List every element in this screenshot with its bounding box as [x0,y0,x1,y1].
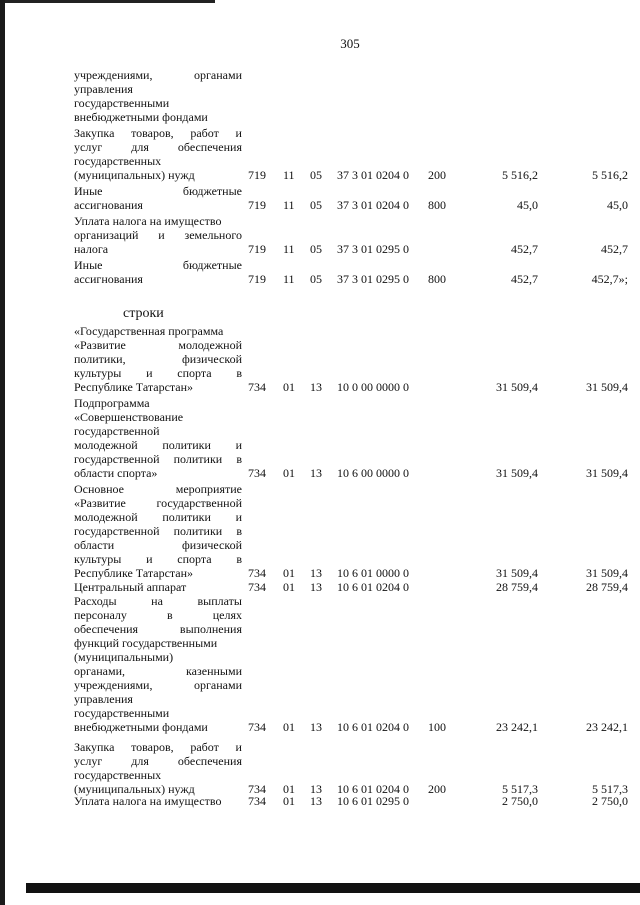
ministry-code: 719 [248,272,266,286]
table-row [0,380,640,394]
row-description [74,594,242,734]
amount-2018: 452,7 [601,242,628,256]
description-line: государственной политики в [74,452,242,466]
description-line: внебюджетными фондами [74,720,208,734]
description-line: ассигнования [74,198,143,212]
description-line: управления [74,82,133,96]
target-article-code: 37 3 01 0204 0 [337,168,409,182]
ministry-code: 719 [248,198,266,212]
scan-left-edge [0,0,5,905]
section-code: 01 [283,720,295,734]
description-line: Центральный аппарат [74,580,187,594]
amount-2017: 452,7 [511,242,538,256]
description-line: Иные бюджетные [74,184,242,198]
amount-2018: 31 509,4 [586,466,628,480]
description-line: государственных [74,154,162,168]
section-code: 01 [283,466,295,480]
description-line: молодежной политики и [74,510,242,524]
description-line: учреждениями, органами [74,68,242,82]
target-article-code: 10 6 00 0000 0 [337,466,409,480]
description-line: Республике Татарстан» [74,380,194,394]
scan-top-line [5,0,215,3]
description-line: области спорта» [74,466,158,480]
description-line: культуры и спорта в [74,552,242,566]
description-line: обеспечения выполнения [74,622,242,636]
description-line: «Совершенствование [74,410,184,424]
description-line: услуг для обеспечения [74,140,242,154]
description-line: Уплата налога на имущество [74,794,222,808]
description-line: государственных [74,768,162,782]
amount-2018: 45,0 [607,198,628,212]
section-code: 01 [283,794,295,808]
table-row [0,198,640,212]
target-article-code: 10 6 01 0204 0 [337,782,409,796]
amount-2017: 31 509,4 [496,466,538,480]
expense-type-code: 800 [428,272,446,286]
target-article-code: 10 6 01 0000 0 [337,566,409,580]
section-code: 11 [283,168,295,182]
description-line: Основное мероприятие [74,482,242,496]
description-line: налога [74,242,109,256]
subsection-code: 13 [310,466,322,480]
section-heading: строки [123,306,164,321]
description-line: (муниципальных) нужд [74,782,195,796]
description-line: молодежной политики и [74,438,242,452]
description-line: функций государственными [74,636,218,650]
amount-2017: 23 242,1 [496,720,538,734]
description-line: «Государственная программа [74,324,224,338]
target-article-code: 10 6 01 0295 0 [337,794,409,808]
subsection-code: 13 [310,794,322,808]
description-line: государственной политики в [74,524,242,538]
description-line: Закупка товаров, работ и [74,126,242,140]
section-code: 01 [283,782,295,796]
page-number: 305 [340,36,360,51]
amount-2017: 2 750,0 [502,794,538,808]
table-row [0,242,640,256]
table-row [0,566,640,580]
description-line: управления [74,692,133,706]
ministry-code: 734 [248,380,266,394]
description-line: Расходы на выплаты [74,594,242,608]
target-article-code: 10 6 01 0204 0 [337,580,409,594]
description-line: ассигнования [74,272,143,286]
ministry-code: 734 [248,466,266,480]
target-article-code: 10 6 01 0204 0 [337,720,409,734]
section-code: 11 [283,242,295,256]
amount-2017: 31 509,4 [496,566,538,580]
description-line: «Развитие молодежной [74,338,242,352]
amount-2018: 31 509,4 [586,380,628,394]
amount-2018: 28 759,4 [586,580,628,594]
description-line: Республике Татарстан» [74,566,194,580]
ministry-code: 719 [248,168,266,182]
scan-bottom-bar [26,883,640,893]
section-code: 01 [283,566,295,580]
amount-2017: 452,7 [511,272,538,286]
expense-type-code: 100 [428,720,446,734]
amount-2018: 452,7»; [591,272,628,286]
expense-type-code: 200 [428,168,446,182]
description-line: (муниципальными) [74,650,174,664]
target-article-code: 37 3 01 0204 0 [337,198,409,212]
description-line: персоналу в целях [74,608,242,622]
amount-2017: 28 759,4 [496,580,538,594]
description-line: «Развитие государственной [74,496,242,510]
ministry-code: 719 [248,242,266,256]
subsection-code: 13 [310,380,322,394]
row-description [74,68,242,124]
amount-2018: 5 516,2 [592,168,628,182]
subsection-code: 05 [310,272,322,286]
description-line: области физической [74,538,242,552]
description-line: органами, казенными [74,664,242,678]
table-row [0,272,640,286]
subsection-code: 13 [310,720,322,734]
description-line: государственной [74,424,160,438]
subsection-code: 05 [310,242,322,256]
table-row [0,168,640,182]
amount-2017: 5 517,3 [502,782,538,796]
target-article-code: 37 3 01 0295 0 [337,242,409,256]
table-row [0,794,640,808]
ministry-code: 734 [248,782,266,796]
amount-2017: 5 516,2 [502,168,538,182]
subsection-code: 13 [310,580,322,594]
description-line: (муниципальных) нужд [74,168,195,182]
ministry-code: 734 [248,566,266,580]
table-row [0,466,640,480]
table-row [0,580,640,594]
description-line: государственными [74,96,170,110]
expense-type-code: 200 [428,782,446,796]
table-row [0,720,640,734]
description-line: услуг для обеспечения [74,754,242,768]
description-line: государственными [74,706,170,720]
amount-2018: 31 509,4 [586,566,628,580]
subsection-code: 13 [310,782,322,796]
description-line: политики, физической [74,352,242,366]
target-article-code: 37 3 01 0295 0 [337,272,409,286]
target-article-code: 10 0 00 0000 0 [337,380,409,394]
amount-2017: 45,0 [517,198,538,212]
amount-2018: 2 750,0 [592,794,628,808]
description-line: Подпрограмма [74,396,150,410]
section-code: 11 [283,198,295,212]
description-line: внебюджетными фондами [74,110,208,124]
description-line: учреждениями, органами [74,678,242,692]
expense-type-code: 800 [428,198,446,212]
section-code: 11 [283,272,295,286]
ministry-code: 734 [248,720,266,734]
amount-2017: 31 509,4 [496,380,538,394]
subsection-code: 05 [310,168,322,182]
ministry-code: 734 [248,794,266,808]
section-code: 01 [283,580,295,594]
section-code: 01 [283,380,295,394]
subsection-code: 13 [310,566,322,580]
subsection-code: 05 [310,198,322,212]
description-line: Уплата налога на имущество [74,214,222,228]
description-line: культуры и спорта в [74,366,242,380]
description-line: организаций и земельного [74,228,242,242]
description-line: Иные бюджетные [74,258,242,272]
description-line: Закупка товаров, работ и [74,740,242,754]
ministry-code: 734 [248,580,266,594]
amount-2018: 5 517,3 [592,782,628,796]
amount-2018: 23 242,1 [586,720,628,734]
